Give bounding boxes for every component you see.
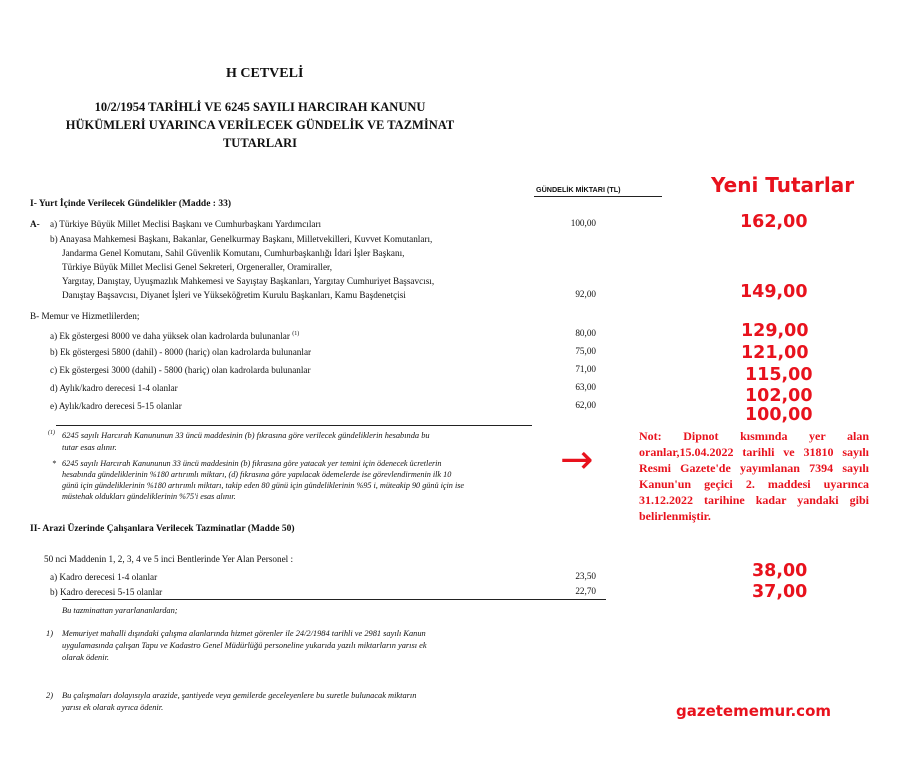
note1-line-2: uygulamasında çalışan Tapu ve Kadastro Genel Müdürlüğü personeline yukarıda yazılı miktarların yarısı ek xyxy=(62,641,427,650)
item-b-amount: 92,00 xyxy=(575,289,596,299)
header-line-3: TUTARLARI xyxy=(222,136,298,150)
note1-line-3: olarak ödenir. xyxy=(62,653,109,662)
header-line-1: 10/2/1954 TARİHLİ VE 6245 SAYILI HARCIRAH KANUNU xyxy=(94,100,426,114)
footnote1-line-1: 6245 sayılı Harcırah Kanununun 33 üncü maddesinin (b) fıkrasına göre verilecek gündeliklerin hesabında bu xyxy=(62,431,430,440)
b-item-e-text: e) Aylık/kadro derecesi 5-15 olanlar xyxy=(50,401,182,411)
header-line-2: HÜKÜMLERİ UYARINCA VERİLECEK GÜNDELİK VE TAZMİNAT xyxy=(65,118,455,132)
item-b-line-3: Türkiye Büyük Millet Meclisi Genel Sekreteri, Orgeneraller, Oramiraller, xyxy=(62,262,333,272)
note1-line-1: Memuriyet mahalli dışındaki çalışma alanlarında hizmet görenler ile 24/2/1984 tarihli ve 2981 sayılı Kanun xyxy=(62,629,426,638)
section2-title: II- Arazi Üzerinde Çalışanlara Verilecek Tazminatlar (Madde 50) xyxy=(30,524,295,534)
s2-item-b-amount: 22,70 xyxy=(575,586,596,596)
footnote2-line-1: 6245 sayılı Harcırah Kanununun 33 üncü maddesinin (b) fıkrasına göre yatacak yer temini için ödenecek ücretlerin xyxy=(62,459,442,468)
item-b-line-5: Danıştay Başsavcısı, Diyanet İşleri ve Yükseköğretim Kurulu Başkanları, Kamu Başdenetçisi xyxy=(62,290,406,300)
group-b-label: B- Memur ve Hizmetlilerden; xyxy=(30,311,140,321)
b-item-d-amount: 63,00 xyxy=(575,382,596,392)
new-amounts-title: Yeni Tutarlar xyxy=(711,173,855,197)
s2-item-a-text: a) Kadro derecesi 1-4 olanlar xyxy=(50,572,158,582)
b-item-a-new-amount: 129,00 xyxy=(741,321,809,341)
b-item-b-new-amount: 121,00 xyxy=(741,343,809,363)
note2-line-2: yarısı ek olarak ayrıca ödenir. xyxy=(62,703,164,712)
s2-item-b-new-amount: 37,00 xyxy=(752,582,808,602)
b-item-c-amount: 71,00 xyxy=(575,364,596,374)
item-a-amount: 100,00 xyxy=(570,218,596,228)
b-item-a-text: a) Ek göstergesi 8000 ve daha yüksek olan kadrolarda bulunanlar xyxy=(50,331,290,342)
list-item xyxy=(50,328,299,342)
b-item-e-amount: 62,00 xyxy=(575,400,596,410)
page-title: H CETVELİ xyxy=(226,66,304,81)
note1-num: 1) xyxy=(46,629,53,638)
footnote-divider xyxy=(56,425,532,426)
column-header-underline xyxy=(534,196,662,197)
item-b-line-2: Jandarma Genel Komutanı, Sahil Güvenlik Komutanı, Cumhurbaşkanlığı İdari İşler Başkanı, xyxy=(62,248,405,258)
b-item-b-text: b) Ek göstergesi 5800 (dahil) - 8000 (hariç) olan kadrolarda bulunanlar xyxy=(50,347,312,357)
column-header: GÜNDELİK MİKTARI (TL) xyxy=(536,185,621,194)
item-b-new-amount: 149,00 xyxy=(740,282,808,302)
footnote2-line-3: günü için gündeliklerinin %180 artırımlı miktarı, takip eden 80 günü için gündeliklerinin %95 i, müteakip 90 günü için ise xyxy=(62,481,465,490)
note2-num: 2) xyxy=(46,691,53,700)
benefit-line: Bu tazminattan yararlananlardan; xyxy=(62,606,178,615)
s2-item-a-new-amount: 38,00 xyxy=(752,561,808,581)
footnote2-mark: * xyxy=(52,459,57,468)
item-a-text: a) Türkiye Büyük Millet Meclisi Başkanı ve Cumhurbaşkanı Yardımcıları xyxy=(50,219,322,229)
section2-divider xyxy=(62,599,606,600)
b-item-b-amount: 75,00 xyxy=(575,346,596,356)
item-b-line-4: Yargıtay, Danıştay, Uyuşmazlık Mahkemesi ve Sayıştay Başkanları, Yargıtay Cumhuriyet Başsavcısı, xyxy=(62,276,435,286)
b-item-d-text: d) Aylık/kadro derecesi 1-4 olanlar xyxy=(50,383,178,393)
section1-title: I- Yurt İçinde Verilecek Gündelikler (Madde : 33) xyxy=(30,199,231,209)
s2-item-a-amount: 23,50 xyxy=(575,571,596,581)
footnote1-line-2: tutar esas alınır. xyxy=(62,443,117,452)
red-note: Not: Dipnot kısmında yer alan oranlar,15.04.2022 tarihli ve 31810 sayılı Resmi Gazete'de yayımlanan 7394 sayılı Kanun'un geçici 2. maddesi uyarınca 31.12.2022 tarihine kadar yandaki gibi belirlenmiştir. xyxy=(639,429,869,523)
b-item-a-sup: (1) xyxy=(292,331,300,337)
b-item-c-text: c) Ek göstergesi 3000 (dahil) - 5800 (hariç) olan kadrolarda bulunanlar xyxy=(50,365,311,375)
b-item-c-new-amount: 115,00 xyxy=(745,365,813,385)
item-a-new-amount: 162,00 xyxy=(740,212,808,232)
arrow-right-icon: → xyxy=(560,437,594,483)
s2-item-b-text: b) Kadro derecesi 5-15 olanlar xyxy=(50,587,163,597)
watermark: gazetememur.com xyxy=(676,702,832,720)
footnote2-line-2: hesabında gündeliklerinin %180 artırımlı miktarı, (d) fıkrasına göre yapılacak ödemelerde ise görevlendirmenin ilk 10 xyxy=(62,470,452,479)
b-item-e-new-amount: 100,00 xyxy=(745,405,813,425)
b-item-d-new-amount: 102,00 xyxy=(745,386,813,406)
section2-intro: 50 nci Maddenin 1, 2, 3, 4 ve 5 inci Bentlerinde Yer Alan Personel : xyxy=(44,554,294,564)
footnote2-line-4: müstehak oldukları gündeliklerinin %75'i esas alınır. xyxy=(62,492,236,501)
note2-line-1: Bu çalışmaları dolayısıyla arazide, şantiyede veya gemilerde geceleyenlere bu suretle bulunacak miktarın xyxy=(62,691,417,700)
group-a-label: A- xyxy=(30,219,40,229)
b-item-a-amount: 80,00 xyxy=(575,328,596,338)
footnote1-mark: (1) xyxy=(48,430,55,436)
item-b-line-1: b) Anayasa Mahkemesi Başkanı, Bakanlar, Genelkurmay Başkanı, Milletvekilleri, Kuvvet Komutanları, xyxy=(50,234,433,244)
